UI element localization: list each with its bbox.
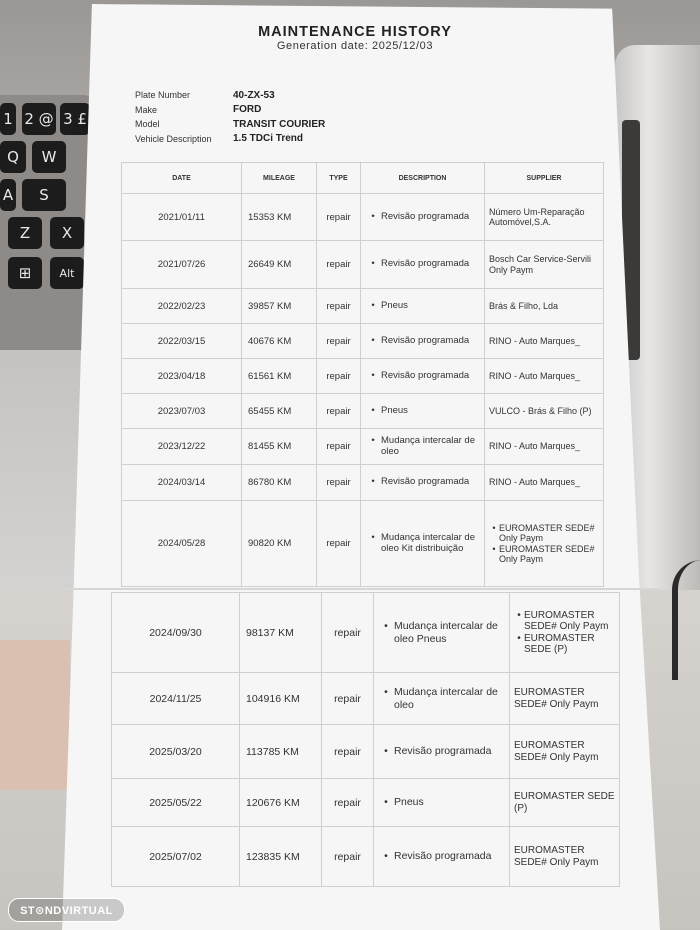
- description-item: [365, 259, 480, 270]
- cell-supplier: [485, 241, 604, 289]
- cell-supplier: [485, 501, 604, 587]
- supplier-text: EUROMASTER SEDE# Only Paym: [514, 687, 599, 710]
- supplier-text: RINO - Auto Marques_: [489, 335, 581, 346]
- table-row: [112, 725, 620, 779]
- maintenance-table-bottom: [111, 592, 620, 887]
- table-row: [122, 289, 604, 324]
- cell-mileage: 86780 KM: [242, 465, 317, 501]
- cell-date: 2024/11/25: [112, 673, 240, 725]
- cell-description: [361, 324, 485, 359]
- cell-mileage: 39857 KM: [242, 289, 317, 324]
- cell-description: [361, 501, 485, 587]
- cell-description: [374, 779, 510, 827]
- keyboard-key: A: [0, 179, 16, 211]
- cell-type: repair: [317, 359, 361, 394]
- supplier-text: EUROMASTER SEDE# Only Paym: [524, 609, 609, 632]
- desk-object: [0, 640, 70, 790]
- vehicle-info: [135, 88, 325, 146]
- supplier-item: [489, 254, 599, 275]
- cell-type: repair: [322, 827, 374, 887]
- table-row: [122, 241, 604, 289]
- bullet-icon: •: [371, 299, 375, 311]
- supplier-item: [514, 845, 615, 868]
- cell-description: [374, 725, 510, 779]
- keyboard-key: 2 @: [22, 103, 56, 135]
- supplier-item: [489, 441, 599, 451]
- table-header-row: [122, 163, 604, 194]
- cell-description: [374, 827, 510, 887]
- cell-description: [361, 241, 485, 289]
- cell-date: 2022/03/15: [122, 324, 242, 359]
- bullet-icon: •: [517, 632, 521, 644]
- description-item: [378, 620, 505, 644]
- keyboard-key: Q: [0, 141, 26, 173]
- cell-date: 2024/09/30: [112, 593, 240, 673]
- description-item: [378, 850, 505, 862]
- description-item: [365, 301, 480, 312]
- maintenance-table-top: [121, 162, 604, 587]
- description-text: Mudança intercalar de oleo Pneus: [394, 620, 498, 645]
- table-row: [122, 194, 604, 241]
- description-item: [365, 212, 480, 223]
- table-row: [122, 359, 604, 394]
- table-row: [122, 324, 604, 359]
- table-row: [112, 827, 620, 887]
- cell-mileage: 81455 KM: [242, 429, 317, 465]
- cell-supplier: [510, 673, 620, 725]
- supplier-item: [514, 740, 615, 763]
- cell-type: repair: [322, 673, 374, 725]
- supplier-item: [489, 207, 599, 228]
- keyboard-key: S: [22, 179, 66, 211]
- vehicle-info-value: TRANSIT COURIER: [233, 118, 326, 130]
- description-item: [365, 406, 480, 417]
- bullet-icon: •: [384, 796, 388, 809]
- bullet-icon: •: [384, 745, 388, 758]
- vehicle-info-row: [135, 103, 325, 118]
- cell-supplier: [485, 429, 604, 465]
- header-date: DATE: [122, 163, 242, 194]
- document-title: MAINTENANCE HISTORY: [258, 24, 452, 40]
- cell-mileage: 104916 KM: [240, 673, 322, 725]
- supplier-item: [514, 687, 615, 710]
- keyboard-key: 1: [0, 103, 16, 135]
- bullet-icon: •: [371, 476, 375, 488]
- table-row: [112, 593, 620, 673]
- supplier-item: [514, 791, 615, 814]
- cell-description: [361, 465, 485, 501]
- cell-description: [361, 194, 485, 241]
- cell-date: 2023/07/03: [122, 394, 242, 429]
- description-text: Pneus: [394, 796, 424, 809]
- cell-type: repair: [317, 394, 361, 429]
- supplier-item: [514, 633, 615, 656]
- keyboard-key: Z: [8, 217, 42, 249]
- supplier-text: EUROMASTER SEDE# Only Paym: [514, 740, 599, 763]
- cell-mileage: 65455 KM: [242, 394, 317, 429]
- table-row: [122, 394, 604, 429]
- description-text: Revisão programada: [381, 476, 470, 488]
- supplier-text: Número Um-Reparação Automóvel,S.A.: [489, 206, 585, 227]
- cell-date: 2021/07/26: [122, 241, 242, 289]
- cell-mileage: 90820 KM: [242, 501, 317, 587]
- cell-date: 2025/03/20: [112, 725, 240, 779]
- cell-type: repair: [322, 725, 374, 779]
- cell-type: repair: [322, 593, 374, 673]
- description-item: [365, 477, 480, 488]
- supplier-item: [489, 544, 599, 565]
- vehicle-info-label: Model: [135, 119, 160, 130]
- vehicle-info-row: [135, 117, 325, 132]
- description-text: Revisão programada: [381, 258, 470, 270]
- paper-fold-line: [62, 588, 660, 590]
- description-text: Revisão programada: [381, 334, 470, 346]
- description-item: [378, 796, 505, 808]
- cell-supplier: [485, 324, 604, 359]
- cell-supplier: [510, 593, 620, 673]
- cell-date: 2025/07/02: [112, 827, 240, 887]
- description-text: Pneus: [381, 404, 408, 416]
- cell-type: repair: [317, 194, 361, 241]
- description-item: [378, 686, 505, 710]
- cell-mileage: 15353 KM: [242, 194, 317, 241]
- cell-mileage: 123835 KM: [240, 827, 322, 887]
- cell-supplier: [510, 725, 620, 779]
- cell-type: repair: [317, 241, 361, 289]
- cell-mileage: 120676 KM: [240, 779, 322, 827]
- cell-type: repair: [322, 779, 374, 827]
- description-text: Mudança intercalar de oleo: [394, 686, 498, 711]
- vehicle-info-label: Plate Number: [135, 90, 191, 101]
- vehicle-info-value: 40-ZX-53: [233, 89, 275, 101]
- header-description: DESCRIPTION: [361, 163, 485, 194]
- description-text: Mudança intercalar de oleo Kit distribuição: [381, 531, 475, 554]
- standvirtual-watermark: ST⊙NDVIRTUAL: [8, 898, 125, 922]
- cable: [672, 560, 700, 680]
- supplier-item: [489, 477, 599, 487]
- cell-supplier: [485, 359, 604, 394]
- description-item: [378, 745, 505, 757]
- bullet-icon: •: [371, 369, 375, 381]
- supplier-text: EUROMASTER SEDE# Only Paym: [499, 522, 595, 544]
- bullet-icon: •: [384, 850, 388, 863]
- bullet-icon: •: [371, 434, 375, 446]
- cell-date: 2023/12/22: [122, 429, 242, 465]
- cell-description: [361, 429, 485, 465]
- description-text: Pneus: [381, 299, 408, 311]
- description-text: Mudança intercalar de oleo: [381, 434, 475, 457]
- cell-type: repair: [317, 501, 361, 587]
- bullet-icon: •: [371, 404, 375, 416]
- supplier-text: Brás & Filho, Lda: [489, 300, 559, 311]
- cell-supplier: [510, 827, 620, 887]
- cell-mileage: 61561 KM: [242, 359, 317, 394]
- keyboard-key: 3 £: [60, 103, 90, 135]
- description-item: [365, 336, 480, 347]
- cell-mileage: 98137 KM: [240, 593, 322, 673]
- cell-type: repair: [317, 429, 361, 465]
- cell-supplier: [510, 779, 620, 827]
- bullet-icon: •: [384, 686, 388, 699]
- table-row: [112, 673, 620, 725]
- supplier-text: RINO - Auto Marques_: [489, 477, 581, 488]
- table-row: [122, 429, 604, 465]
- supplier-item: [489, 301, 599, 311]
- table-row: [122, 501, 604, 587]
- bullet-icon: •: [492, 543, 496, 554]
- supplier-item: [489, 406, 599, 416]
- supplier-item: [489, 336, 599, 346]
- cell-supplier: [485, 289, 604, 324]
- cell-type: repair: [317, 289, 361, 324]
- description-item: [365, 533, 480, 555]
- vehicle-info-label: Vehicle Description: [135, 133, 212, 144]
- bullet-icon: •: [371, 258, 375, 270]
- cell-type: repair: [317, 465, 361, 501]
- cell-description: [361, 289, 485, 324]
- header-mileage: MILEAGE: [242, 163, 317, 194]
- vehicle-info-label: Make: [135, 104, 158, 115]
- cell-date: 2021/01/11: [122, 194, 242, 241]
- supplier-text: EUROMASTER SEDE (P): [514, 791, 615, 814]
- cell-description: [374, 673, 510, 725]
- vehicle-info-row: [135, 88, 325, 103]
- table-row: [122, 465, 604, 501]
- supplier-text: EUROMASTER SEDE# Only Paym: [514, 845, 599, 868]
- cell-supplier: [485, 194, 604, 241]
- supplier-item: [489, 371, 599, 381]
- keyboard-key: W: [32, 141, 66, 173]
- cell-description: [374, 593, 510, 673]
- description-item: [365, 371, 480, 382]
- description-text: Revisão programada: [394, 850, 492, 863]
- header-supplier: SUPPLIER: [485, 163, 604, 194]
- keyboard: [0, 95, 92, 350]
- cell-date: 2025/05/22: [112, 779, 240, 827]
- keyboard-key: X: [50, 217, 84, 249]
- cell-description: [361, 359, 485, 394]
- windows-key-icon: ⊞: [8, 257, 42, 289]
- description-item: [365, 436, 480, 458]
- cell-date: 2024/03/14: [122, 465, 242, 501]
- cell-description: [361, 394, 485, 429]
- table-row: [112, 779, 620, 827]
- vehicle-info-value: 1.5 TDCi Trend: [233, 133, 304, 145]
- supplier-text: RINO - Auto Marques_: [489, 441, 581, 452]
- supplier-text: VULCO - Brás & Filho (P): [489, 405, 592, 416]
- bullet-icon: •: [492, 522, 496, 533]
- description-text: Revisão programada: [381, 210, 470, 222]
- bullet-icon: •: [517, 609, 521, 621]
- description-text: Revisão programada: [381, 369, 470, 381]
- supplier-text: EUROMASTER SEDE# Only Paym: [499, 543, 595, 564]
- description-text: Revisão programada: [394, 745, 492, 758]
- supplier-item: [489, 523, 599, 544]
- vehicle-info-row: [135, 132, 325, 147]
- cell-type: repair: [317, 324, 361, 359]
- bullet-icon: •: [371, 334, 375, 346]
- cell-date: 2023/04/18: [122, 359, 242, 394]
- cell-supplier: [485, 394, 604, 429]
- cell-mileage: 26649 KM: [242, 241, 317, 289]
- supplier-text: RINO - Auto Marques_: [489, 370, 581, 381]
- bullet-icon: •: [371, 210, 375, 222]
- cell-mileage: 113785 KM: [240, 725, 322, 779]
- bullet-icon: •: [384, 620, 388, 633]
- cell-supplier: [485, 465, 604, 501]
- supplier-item: [514, 610, 615, 633]
- header-type: TYPE: [317, 163, 361, 194]
- cell-date: 2024/05/28: [122, 501, 242, 587]
- generation-date: Generation date: 2025/12/03: [276, 40, 434, 52]
- supplier-text: EUROMASTER SEDE (P): [524, 632, 595, 655]
- cell-mileage: 40676 KM: [242, 324, 317, 359]
- keyboard-key: Alt: [50, 257, 84, 289]
- bullet-icon: •: [371, 531, 375, 543]
- vehicle-info-value: FORD: [233, 104, 262, 116]
- supplier-text: Bosch Car Service-Servili Only Paym: [489, 254, 592, 275]
- cell-date: 2022/02/23: [122, 289, 242, 324]
